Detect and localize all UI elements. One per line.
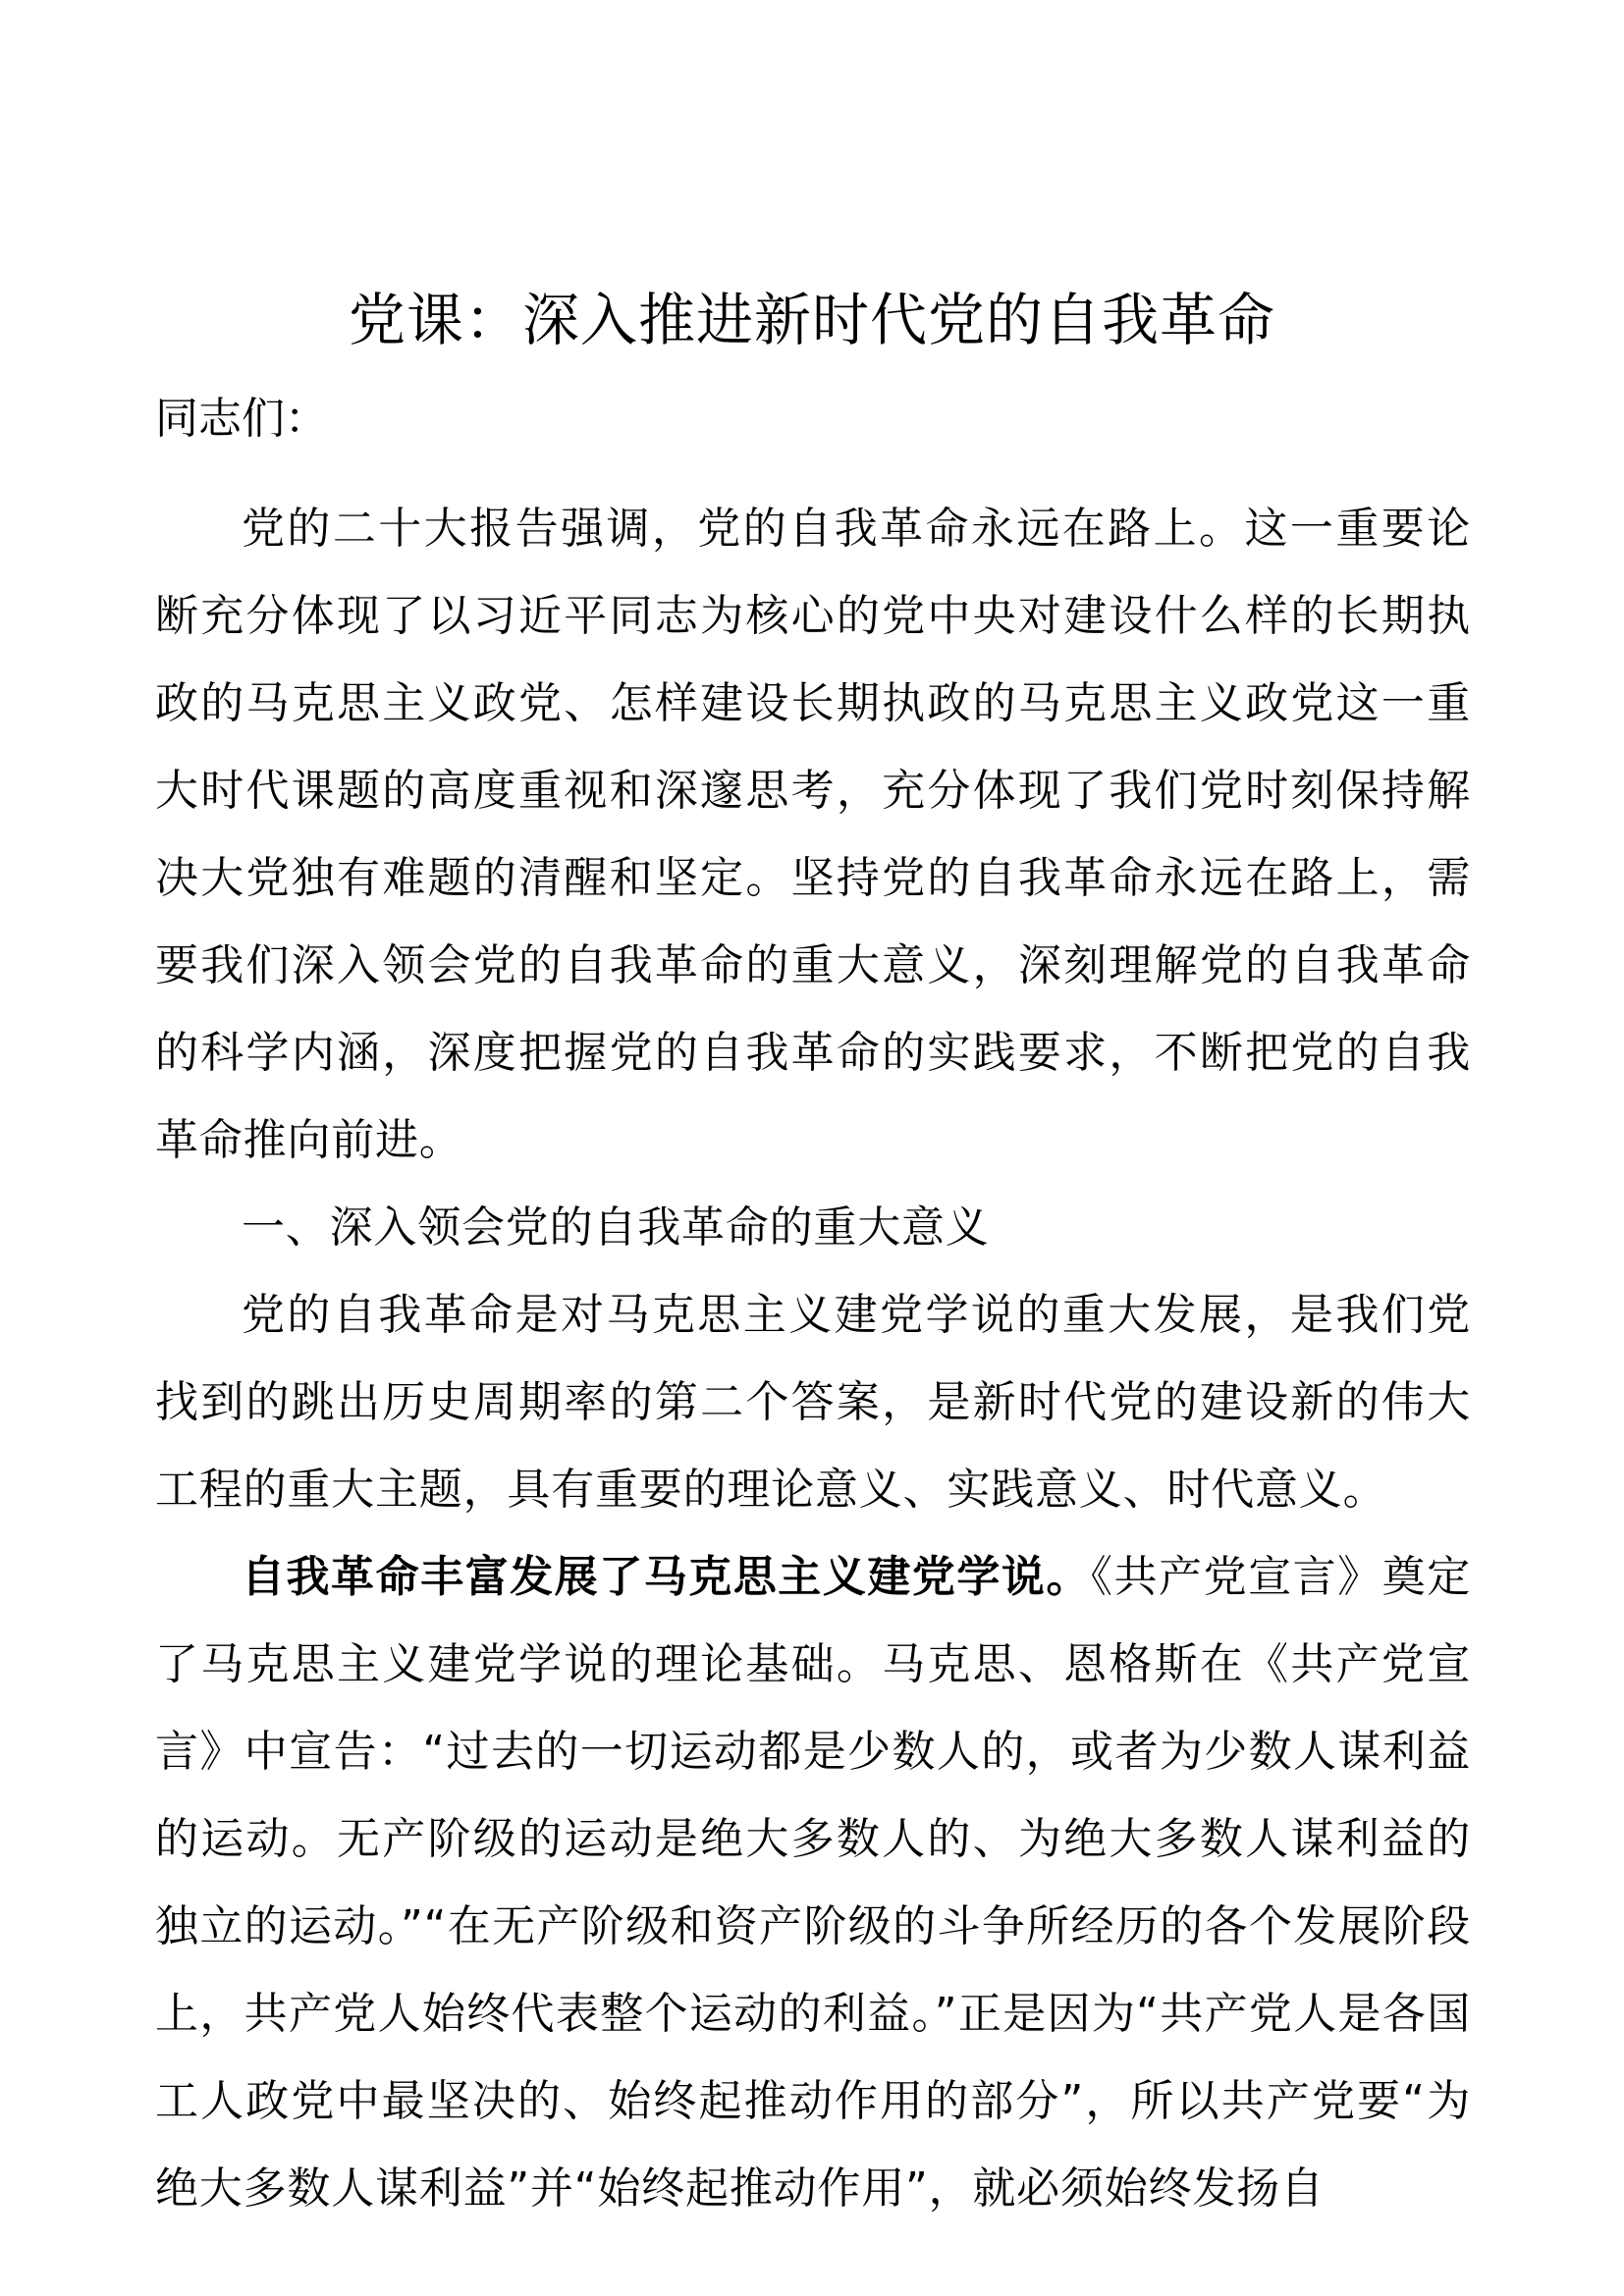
salutation: 同志们： — [155, 394, 328, 444]
paragraph-theory — [155, 1533, 1471, 2232]
document-body — [155, 485, 1471, 2232]
paragraph-bold-lead: 自我革命丰富发展了马克思主义建党学说。 — [242, 1552, 1091, 1602]
document-title: 党课：深入推进新时代党的自我革命 — [348, 287, 1275, 353]
section-heading-1: 一、深入领会党的自我革命的重大意义 — [242, 1202, 990, 1253]
paragraph-intro: 党的二十大报告强调，党的自我革命永远在路上。这一重要论断充分体现了以习近平同志为核心的党中央对建设什么样的长期执政的马克思主义政党、怎样建设长期执政的马克思主义政党这一重大时代课题的高度重视和深邃思考，充分体现了我们党时刻保持解决大党独有难题的清醒和坚定。坚持党的自我革命永远在路上，需要我们深入领会党的自我革命的重大意义，深刻理解党的自我革命的科学内涵，深度把握党的自我革命的实践要求，不断把党的自我革命推向前进。 — [155, 504, 1471, 1165]
paragraph-theory-text: 《共产党宣言》奠定了马克思主义建党学说的理论基础。马克思、恩格斯在《共产党宣言》中宣告：“过去的一切运动都是少数人的，或者为少数人谋利益的运动。无产阶级的运动是绝大多数人的、为绝大多数人谋利益的独立的运动。”“在无产阶级和资产阶级的斗争所经历的各个发展阶段上，共产党人始终代表整个运动的利益。”正是因为“共产党人是各国工人政党中最坚决的、始终起推动作用的部分”，所以共产党要“为绝大多数人谋利益”并“始终起推动作用”，就必须始终发扬自 — [155, 1552, 1472, 2214]
paragraph-significance: 党的自我革命是对马克思主义建党学说的重大发展，是我们党找到的跳出历史周期率的第二个答案，是新时代党的建设新的伟大工程的重大主题，具有重要的理论意义、实践意义、时代意义。 — [155, 1290, 1471, 1515]
